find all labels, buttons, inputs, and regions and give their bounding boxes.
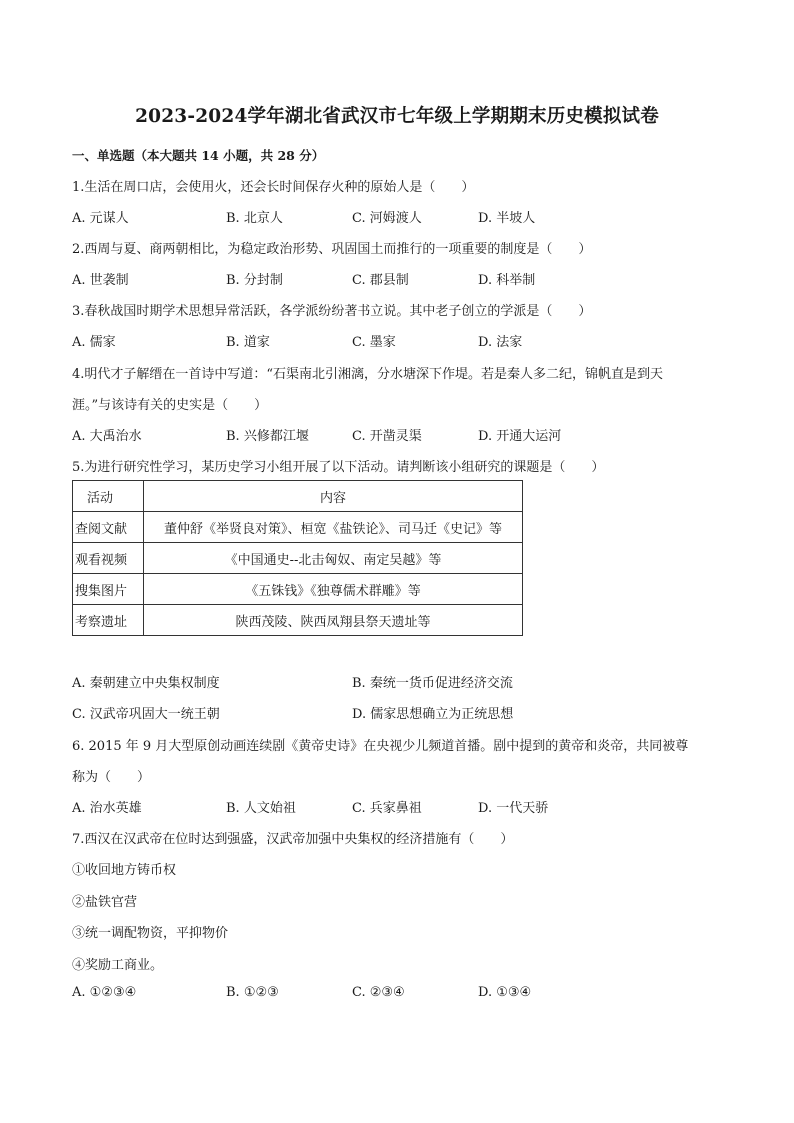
question-7-item: ②盐铁官营 xyxy=(72,895,138,910)
question-3-options xyxy=(72,331,722,349)
question-2-options xyxy=(72,269,722,287)
option-b[interactable]: B. 北京人 xyxy=(226,211,283,226)
option-a[interactable]: A. 秦朝建立中央集权制度 xyxy=(72,676,220,691)
option-c[interactable]: C. 河姆渡人 xyxy=(352,211,422,226)
table-cell-content: 《中国通史--北击匈奴、南定吴越》等 xyxy=(144,543,523,574)
question-7-options xyxy=(72,985,722,1003)
option-c[interactable]: C. 开凿灵渠 xyxy=(352,429,422,444)
table-row xyxy=(73,605,523,636)
question-4-stem-line1: 4.明代才子解缙在一首诗中写道：“石渠南北引湘漓，分水塘深下作堤。若是秦人多二纪，锦帆直是到天 xyxy=(72,367,664,382)
option-c[interactable]: C. ②③④ xyxy=(352,985,405,1000)
table-row xyxy=(73,543,523,574)
question-5-table xyxy=(72,480,523,636)
option-b[interactable]: B. 人文始祖 xyxy=(226,801,296,816)
option-a[interactable]: A. ①②③④ xyxy=(72,985,137,1000)
option-c[interactable]: C. 汉武帝巩固大一统王朝 xyxy=(72,707,220,722)
question-6-stem-line1: 6. 2015 年 9 月大型原创动画连续剧《黄帝史诗》在央视少儿频道首播。剧中提到的黄帝和炎帝，共同被尊 xyxy=(72,739,689,754)
option-a[interactable]: A. 治水英雄 xyxy=(72,801,142,816)
option-c[interactable]: C. 兵家鼻祖 xyxy=(352,801,422,816)
question-5-options-row1 xyxy=(72,672,722,690)
table-header-row xyxy=(73,481,523,512)
option-b[interactable]: B. 秦统一货币促进经济交流 xyxy=(352,676,513,691)
table-cell-content: 董仲舒《举贤良对策》、桓宽《盐铁论》、司马迁《史记》等 xyxy=(144,512,523,543)
option-b[interactable]: B. 兴修都江堰 xyxy=(226,429,309,444)
table-header-cell: 内容 xyxy=(144,481,523,512)
option-d[interactable]: D. 半坡人 xyxy=(478,211,536,226)
question-5-options-row2 xyxy=(72,703,722,721)
option-a[interactable]: A. 大禹治水 xyxy=(72,429,142,444)
section-heading: 一、单选题（本大题共 14 小题，共 28 分） xyxy=(72,148,325,163)
question-7-item: ①收回地方铸币权 xyxy=(72,863,177,878)
table-cell-activity: 查阅文献 xyxy=(73,512,144,543)
question-2-stem: 2.西周与夏、商两朝相比，为稳定政治形势、巩固国土而推行的一项重要的制度是（ ） xyxy=(72,242,592,257)
question-6-stem-line2: 称为（ ） xyxy=(72,770,151,785)
question-3-stem: 3.春秋战国时期学术思想异常活跃，各学派纷纷著书立说。其中老子创立的学派是（ ） xyxy=(72,304,592,319)
exam-title: 2023-2024学年湖北省武汉市七年级上学期期末历史模拟试卷 xyxy=(135,106,659,127)
option-d[interactable]: D. 法家 xyxy=(478,335,523,350)
question-5-stem: 5.为进行研究性学习，某历史学习小组开展了以下活动。请判断该小组研究的课题是（ ） xyxy=(72,460,605,475)
option-d[interactable]: D. 开通大运河 xyxy=(478,429,562,444)
question-6-options xyxy=(72,797,722,815)
question-7-item: ③统一调配物资，平抑物价 xyxy=(72,926,229,941)
option-d[interactable]: D. ①③④ xyxy=(478,985,532,1000)
option-a[interactable]: A. 元谋人 xyxy=(72,211,129,226)
table-row xyxy=(73,574,523,605)
option-b[interactable]: B. 分封制 xyxy=(226,273,283,288)
question-7-item: ④奖励工商业。 xyxy=(72,958,164,973)
question-1-stem: 1.生活在周口店，会使用火，还会长时间保存火种的原始人是（ ） xyxy=(72,180,475,195)
table-cell-activity: 观看视频 xyxy=(73,543,144,574)
option-a[interactable]: A. 儒家 xyxy=(72,335,116,350)
option-d[interactable]: D. 科举制 xyxy=(478,273,536,288)
question-4-stem-line2: 涯。”与该诗有关的史实是（ ） xyxy=(72,398,268,413)
option-d[interactable]: D. 儒家思想确立为正统思想 xyxy=(352,707,514,722)
option-b[interactable]: B. ①②③ xyxy=(226,985,279,1000)
option-a[interactable]: A. 世袭制 xyxy=(72,273,129,288)
table-header-cell: 活动 xyxy=(73,481,144,512)
question-4-options xyxy=(72,425,722,443)
table-cell-content: 《五铢钱》《独尊儒术群雕》等 xyxy=(144,574,523,605)
table-cell-activity: 搜集图片 xyxy=(73,574,144,605)
option-b[interactable]: B. 道家 xyxy=(226,335,270,350)
option-c[interactable]: C. 墨家 xyxy=(352,335,396,350)
option-c[interactable]: C. 郡县制 xyxy=(352,273,409,288)
table-cell-activity: 考察遗址 xyxy=(73,605,144,636)
table-row xyxy=(73,512,523,543)
question-7-stem: 7.西汉在汉武帝在位时达到强盛，汉武帝加强中央集权的经济措施有（ ） xyxy=(72,832,514,847)
option-d[interactable]: D. 一代天骄 xyxy=(478,801,549,816)
question-1-options xyxy=(72,207,722,225)
table-cell-content: 陕西茂陵、陕西凤翔县祭天遗址等 xyxy=(144,605,523,636)
